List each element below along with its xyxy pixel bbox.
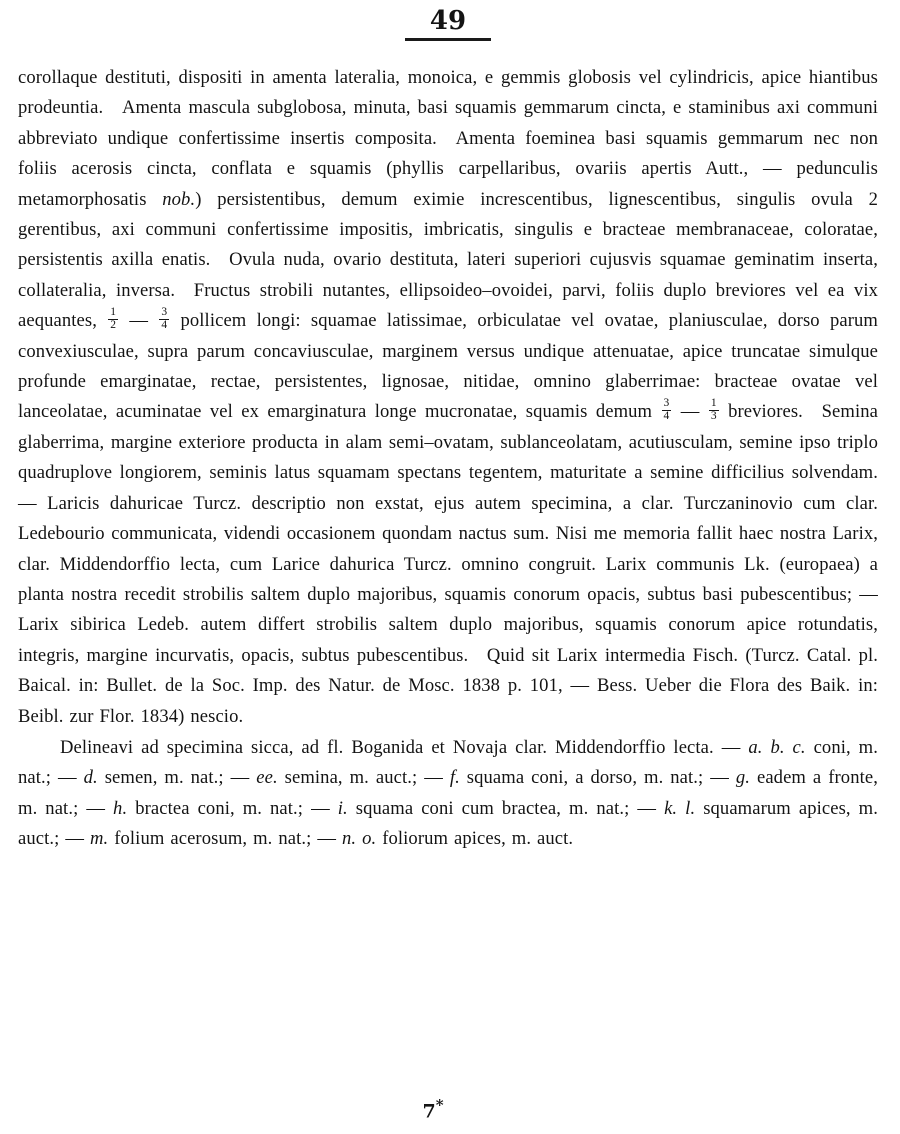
author-abbrev-nob: nob.: [162, 188, 196, 210]
fraction-three-quarters-2: $\frac{3}{4}$: [663, 397, 670, 422]
legend-label: f.: [449, 767, 460, 789]
list-item: — n. o. foliorum apices, m. auct.: [317, 828, 574, 850]
legend-label: a. b. c.: [748, 736, 806, 758]
list-item: — h. bractea coni, m. nat.;: [86, 797, 312, 819]
legend-label: g.: [735, 767, 751, 789]
list-item: — m. folium acerosum, m. nat.;: [65, 828, 318, 850]
list-item: — a. b. c. coni, m. nat.;: [18, 736, 878, 789]
body-text: [18, 63, 878, 855]
list-item: — k. l. squamarum apices, m. auct.;: [18, 797, 878, 850]
fraction-three-quarters: $\frac{3}{4}$: [161, 306, 168, 331]
fraction-one-half: $\frac{1}{2}$: [110, 306, 117, 331]
dash-range-1: —: [129, 310, 149, 332]
list-item: — i. squama coni cum bractea, m. nat.;: [311, 797, 638, 819]
paragraph-plate-legend: [18, 733, 878, 855]
paragraph-1-segment-c: pollicem longi: squamae latissimae, orbiculatae vel ovatae, planiusculae, dorso parum convexiusculae, supra parum concaviusculae, marginem versus undique attenuatae, apice truncatae simulque profunde emarginatae, rectae, persistentes, lignosae, nitidae, omnino glaberrimae: bracteae ovatae vel lanceolatae, acuminatae vel ex emarginatura longe mucronatae, squamis demum: [18, 310, 878, 423]
legend-label: h.: [113, 797, 128, 819]
list-item: — d. semen, m. nat.;: [57, 767, 231, 789]
paragraph-1-segment-a: corollaque destituti, dispositi in amenta lateralia, monoica, e gemmis globosis vel cylindricis, apice hiantibus prodeuntia. Amenta mascula subglobosa, minuta, basi squamis gemmarum cincta, e staminibus axi communi abbreviato undique confertissime insertis composita. Amenta foeminea basi squamis gemmarum nec non foliis acerosis cincta, conflata e squamis (phyllis carpellaribus, ovariis apertis Autt., — pedunculis metamorphosatis: [18, 67, 878, 210]
legend-label: d.: [83, 767, 98, 789]
legend-lead: Delineavi ad specimina sicca, ad fl. Boganida et Novaja clar. Middendorffio lecta.: [60, 736, 714, 758]
list-item: — f. squama coni, a dorso, m. nat.;: [424, 767, 711, 789]
list-item: — ee. semina, m. auct.;: [230, 767, 425, 789]
page-header: [18, 8, 878, 41]
paragraph-1-segment-b: ) persistentibus, demum eximie increscentibus, lignescentibus, singulis ovula 2 gerentibus, axi communi confertissime impositis, imbricatis, singulis e bracteae membranaceae, coloratae, persistentis axilla enatis. Ovula nuda, ovario destituta, lateri superiori cujusvis squamae geminatim inserta, collateralia, inversa. Fructus strobili nutantes, ellipsoideo–ovoidei, parvi, foliis duplo breviores vel ea vix aequantes,: [18, 188, 878, 332]
dash-range-2: —: [680, 401, 700, 423]
page-signature: 7*: [422, 1095, 444, 1122]
legend-label: m.: [90, 828, 109, 850]
fraction-one-third: $\frac{1}{3}$: [710, 397, 717, 422]
paragraph-description: [18, 63, 878, 732]
page-number: 49: [429, 6, 467, 36]
signature-asterisk: *: [435, 1095, 444, 1114]
header-rule: [405, 38, 491, 41]
list-item: — g. eadem a fronte, m. nat.;: [18, 767, 878, 819]
legend-label: k. l.: [664, 797, 696, 819]
legend-label: n. o.: [342, 828, 377, 850]
paragraph-1-segment-d: breviores. Semina glaberrima, margine exteriore producta in alam semi–ovatam, sublanceolatam, acutiusculam, semine ipso triplo quadruplove longiorem, seminis latus squamam spectans tegentem, maturitate a semine difficilius solvendam. — Laricis dahuricae Turcz. descriptio non exstat, ejus autem specimina, a clar. Turczaninovio cum clar. Ledebourio communicata, videndi occasionem quondam nactus sum. Nisi me memoria fallit haec nostra Larix, clar. Middendorffio lecta, cum Larice dahurica Turcz. omnino congruit. Larix communis Lk. (europaea) a planta nostra recedit strobilis saltem duplo majoribus, squamis conorum opacis, subtus basi pubescentibus; — Larix sibirica Ledeb. autem differt strobilis saltem duplo majoribus, squamis conorum apice rotundatis, integris, margine incurvatis, opacis, subtus pubescentibus. Quid sit Larix intermedia Fisch. (Turcz. Catal. pl. Baical. in: Bullet. de la Soc. Imp. des Natur. de Mosc. 1838 p. 101, — Bess. Ueber die Flora des Baik. in: Beibl. zur Flor. 1834) nescio.: [18, 401, 878, 727]
legend-label: ee.: [256, 767, 278, 789]
legend-label: i.: [337, 797, 348, 819]
